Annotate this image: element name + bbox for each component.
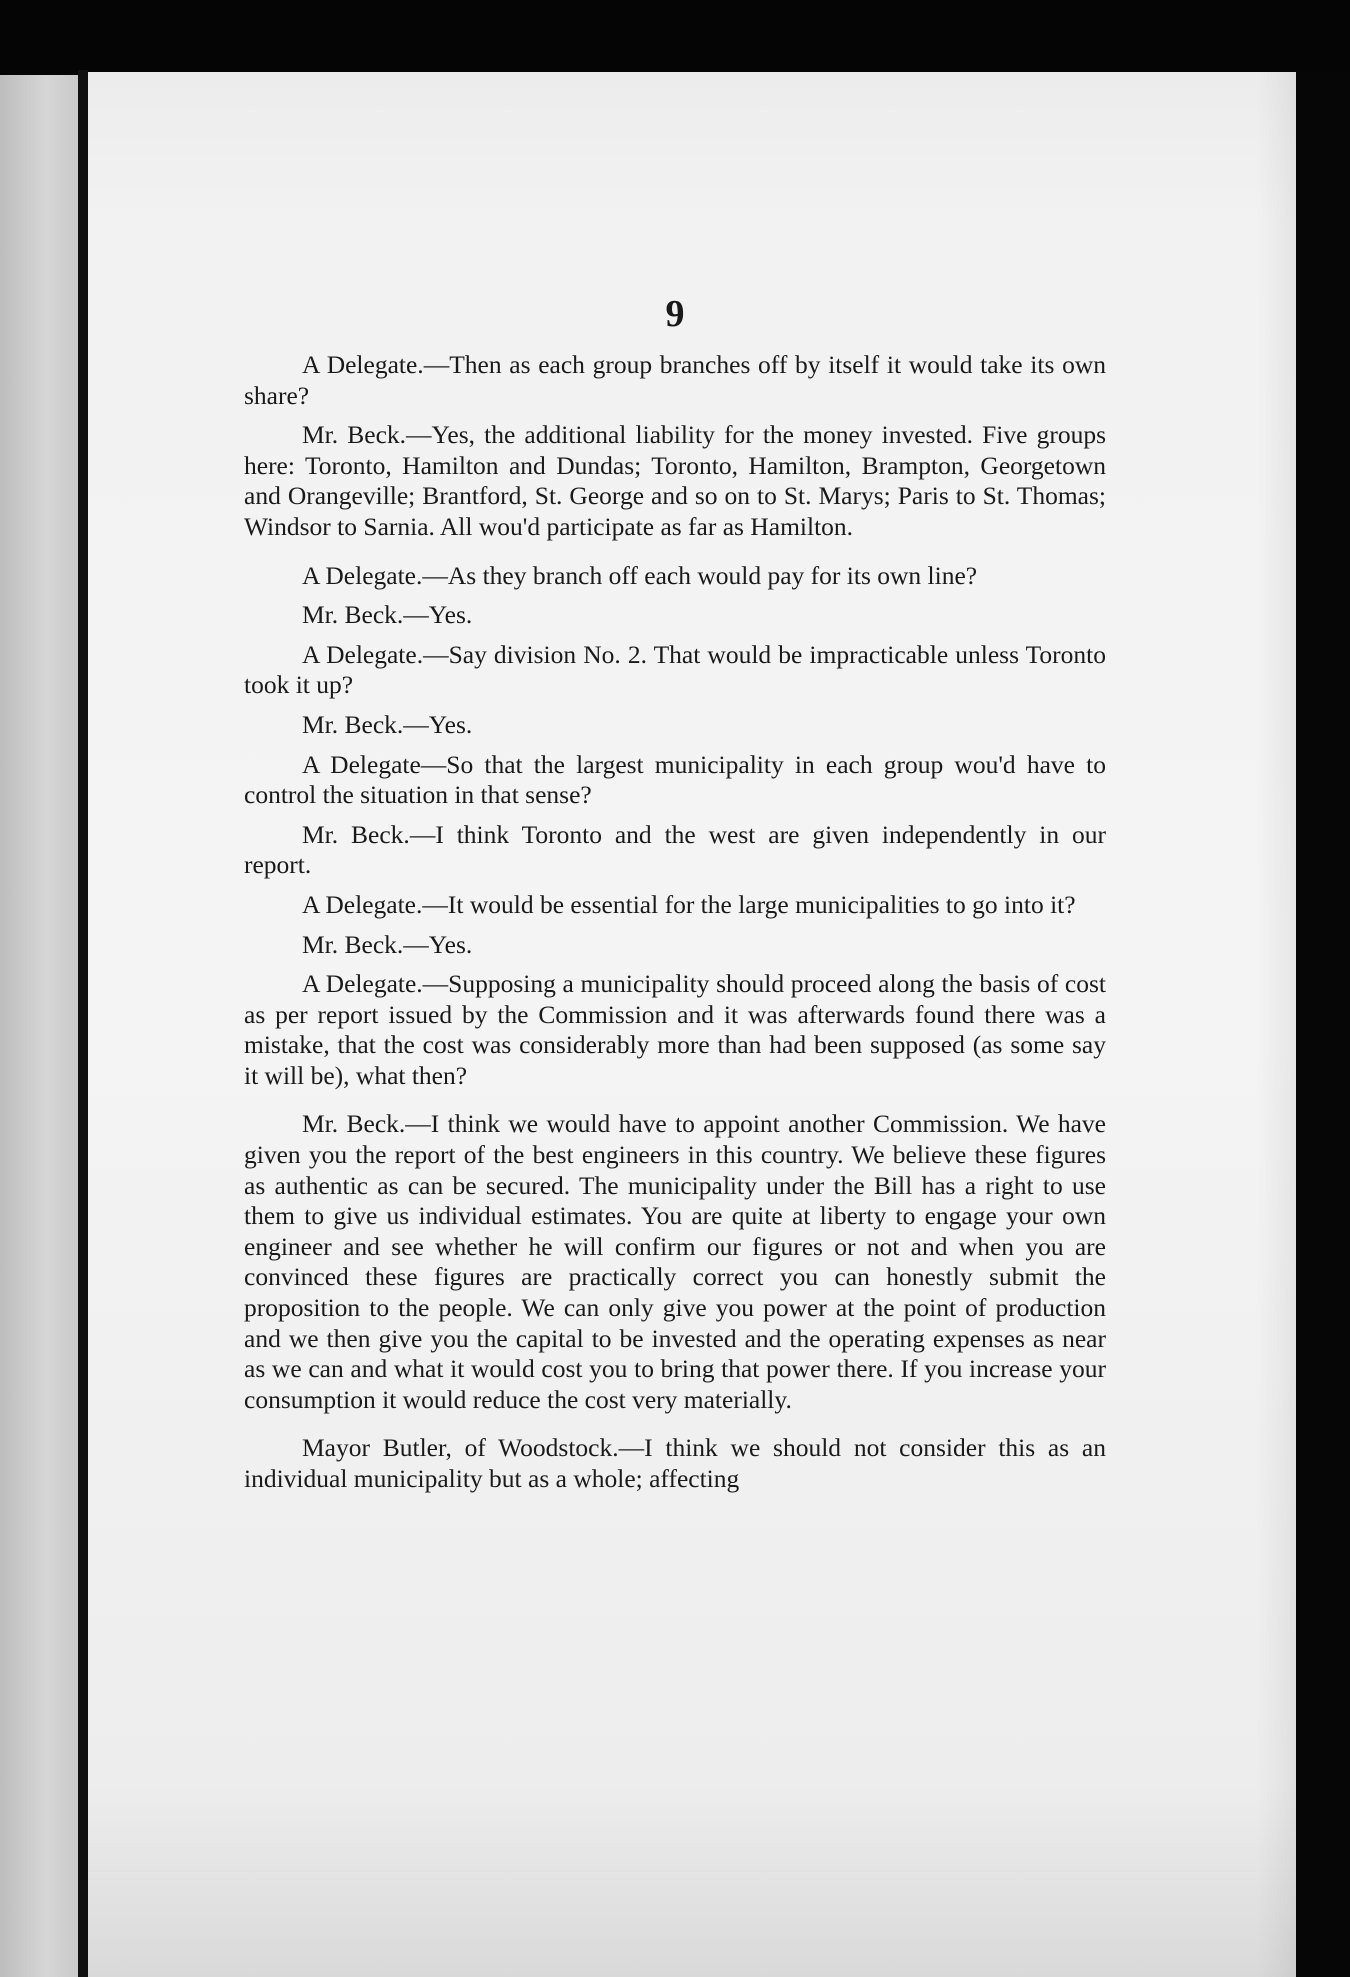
- page-number: 9: [665, 293, 685, 335]
- speaker: A Delegate.: [302, 560, 423, 590]
- speaker: Mr. Beck.: [302, 929, 404, 959]
- speaker: Mr. Beck.: [302, 600, 404, 630]
- speech: —Yes.: [403, 929, 473, 959]
- speech: —I think we would have to appoint another Commission. We have given you the report of the best engineers in this country. We believe these figures as authentic as can be secured. The municipality under the Bill has a right to use them to give us individual estimates. You are quite at liberty to engage your own engineer and see whether he will confirm our figures or not and when you are convinced these figures are practically correct you can honestly submit the proposition to the people. We can only give you power at the point of production and we then give you the capital to be invested and the operating expenses as near as we can and what it would cost you to bring that power there. If you increase your consumption it would reduce the cost very materially.: [244, 1109, 1106, 1414]
- paragraph: [244, 750, 1106, 811]
- paragraph: [244, 561, 1106, 592]
- page-shadow: [1256, 72, 1296, 1977]
- paragraph: [244, 600, 1106, 631]
- paragraph: [244, 1109, 1106, 1415]
- speaker: Mr. Beck.: [302, 709, 404, 739]
- speech: —It would be essential for the large municipalities to go into it?: [422, 889, 1076, 919]
- paragraph: [244, 1433, 1106, 1494]
- speaker: Mr. Beck.: [302, 1109, 406, 1139]
- transcript-body: [244, 350, 1106, 1504]
- speech: —Then as each group branches off by itself it would take its own share?: [244, 350, 1106, 410]
- paragraph: [244, 890, 1106, 921]
- speech: —Yes.: [403, 600, 473, 630]
- speaker: A Delegate.: [302, 350, 424, 379]
- facing-page-edge: [0, 75, 78, 1977]
- speaker: A Delegate: [302, 749, 421, 779]
- speech: —I think we should not consider this as an individual municipality but as a whole; affecting: [244, 1433, 1106, 1493]
- paragraph: [244, 710, 1106, 741]
- speaker: Mr. Beck.: [302, 420, 407, 450]
- speech: —As they branch off each would pay for its own line?: [422, 560, 978, 590]
- speech: —So that the largest municipality in each group wou'd have to control the situation in that sense?: [244, 749, 1106, 810]
- paragraph: [244, 420, 1106, 542]
- speech: —Say division No. 2. That would be impracticable unless Toronto took it up?: [244, 639, 1106, 700]
- paragraph: [244, 930, 1106, 961]
- speech: —I think Toronto and the west are given independently in our report.: [244, 819, 1106, 880]
- paragraph: [244, 820, 1106, 881]
- speaker: A Delegate.: [302, 639, 424, 669]
- speaker: Mayor Butler, of Woodstock.: [302, 1433, 619, 1463]
- paragraph: [244, 640, 1106, 701]
- paragraph: [244, 969, 1106, 1091]
- speech: —Yes.: [403, 709, 473, 739]
- speaker: A Delegate.: [302, 969, 423, 999]
- speaker: A Delegate.: [302, 889, 423, 919]
- paragraph: [244, 350, 1106, 411]
- speaker: Mr. Beck.: [302, 819, 410, 849]
- binding-spine: [78, 70, 88, 1977]
- speech: —Yes, the additional liability for the money invested. Five groups here: Toronto, Hamilton and Dundas; Toronto, Hamilton, Brampton, Georgetown and Orangeville; Brantford, St. George and so on to St. Marys; Paris to St. Thomas; Windsor to Sarnia. All wou'd participate as far as Hamilton.: [244, 420, 1106, 541]
- scan-border: [1296, 72, 1350, 1977]
- speech: —Supposing a municipality should proceed along the basis of cost as per report issued by the Commission and it was afterwards found there was a mistake, that the cost was considerably more than had been supposed (as some say it will be), what then?: [244, 969, 1106, 1090]
